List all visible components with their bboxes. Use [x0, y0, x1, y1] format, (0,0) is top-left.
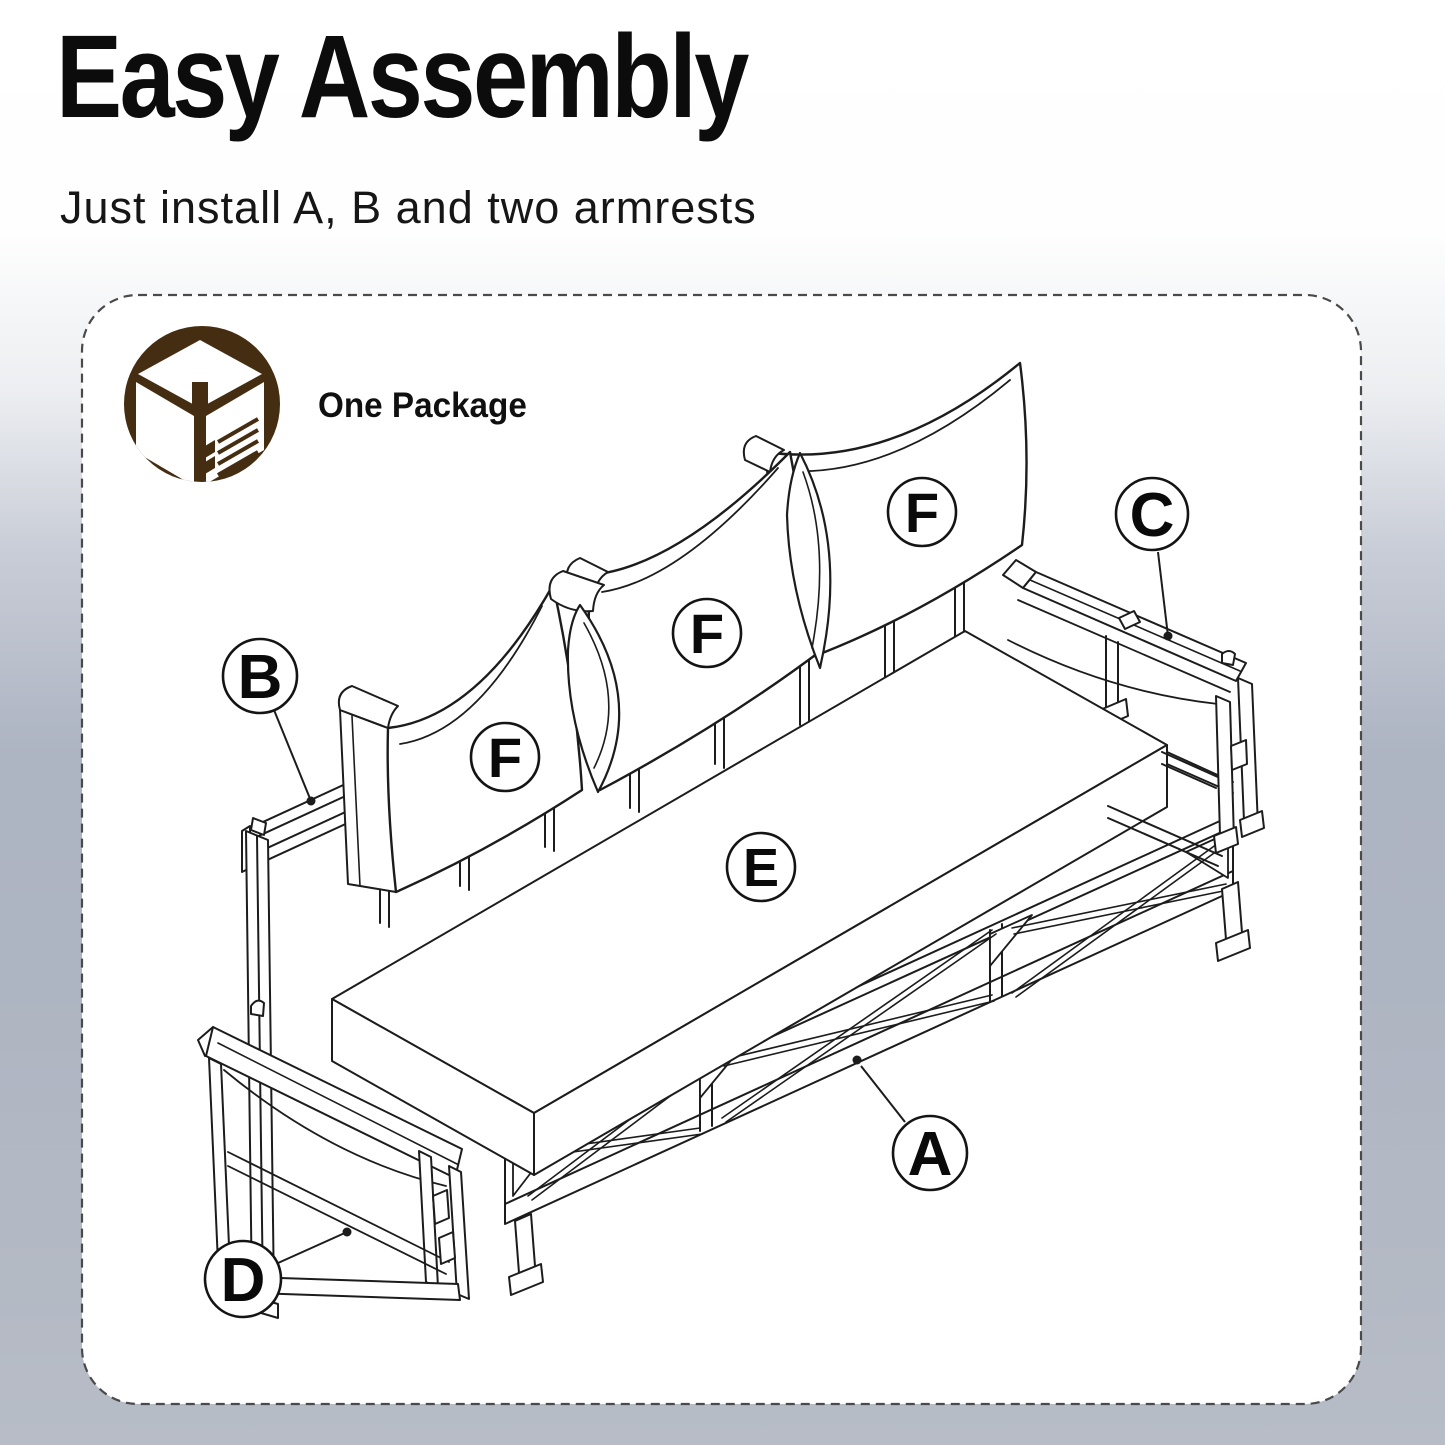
package-info — [122, 326, 538, 486]
callout-letter-f2: F — [689, 602, 725, 665]
callout-letter-c: C — [1129, 481, 1175, 550]
package-box-icon — [122, 326, 282, 486]
package-label: One Package — [318, 386, 527, 425]
callout-letter-a: A — [907, 1120, 953, 1189]
callout-letter-f1: F — [487, 726, 523, 789]
callout-letter-d: D — [220, 1246, 266, 1315]
callout-letter-b: B — [237, 643, 283, 712]
callout-letter-e: E — [742, 838, 780, 898]
page-subtitle: Just install A, B and two armrests — [60, 182, 757, 233]
page-title: Easy Assembly — [56, 11, 747, 143]
callout-letter-f3: F — [904, 481, 940, 544]
